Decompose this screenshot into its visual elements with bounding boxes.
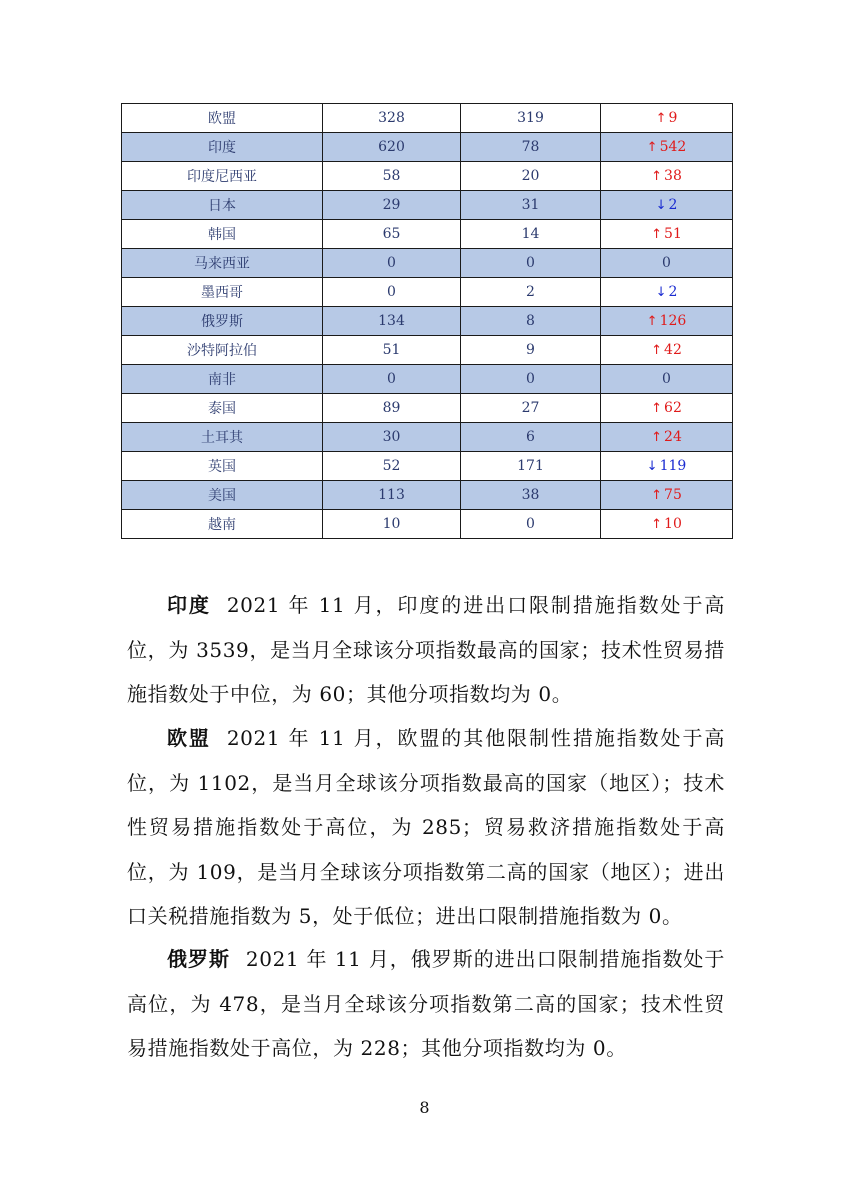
change-value: 0: [662, 371, 671, 387]
change-value: 0: [662, 255, 671, 271]
change-cell: [601, 249, 733, 278]
change-cell: [601, 394, 733, 423]
value-cell-a: 29: [323, 191, 461, 220]
arrow-up-icon: ↑: [651, 401, 663, 416]
country-cell: 韩国: [122, 220, 323, 249]
change-cell: [601, 423, 733, 452]
table-row: [122, 394, 733, 423]
change-value: 10: [664, 516, 682, 532]
change-value: 2: [668, 284, 678, 300]
change-value: 62: [664, 400, 682, 416]
value-cell-b: 0: [461, 249, 601, 278]
change-cell: [601, 104, 733, 133]
change-cell: [601, 162, 733, 191]
value-cell-b: 0: [461, 510, 601, 539]
value-cell-b: 31: [461, 191, 601, 220]
country-cell: 泰国: [122, 394, 323, 423]
country-cell: 沙特阿拉伯: [122, 336, 323, 365]
value-cell-b: 171: [461, 452, 601, 481]
paragraph-india: [127, 583, 725, 717]
arrow-up-icon: ↑: [646, 140, 658, 155]
paragraph-text: 2021 年 11 月，欧盟的其他限制性措施指数处于高位，为 1102，是当月全球该分项指数最高的国家（地区）；技术性贸易措施指数处于高位，为 285；贸易救济措施指数处于高位，为 109，是当月全球该分项指数第二高的国家（地区）；进出口关税措施指数为 5，处于低位；进出口限制措施指数为 0。: [127, 726, 725, 928]
change-cell: [601, 336, 733, 365]
value-cell-a: 620: [323, 133, 461, 162]
table-row: [122, 249, 733, 278]
change-value: 542: [659, 139, 687, 155]
paragraph-text: 2021 年 11 月，印度的进出口限制措施指数处于高位，为 3539，是当月全球该分项指数最高的国家；技术性贸易措施指数处于中位，为 60；其他分项指数均为 0。: [127, 593, 725, 706]
country-cell: 南非: [122, 365, 323, 394]
country-cell: 日本: [122, 191, 323, 220]
paragraph-russia: [127, 937, 725, 1071]
arrow-up-icon: ↑: [646, 314, 658, 329]
country-cell: 越南: [122, 510, 323, 539]
value-cell-b: 14: [461, 220, 601, 249]
value-cell-b: 27: [461, 394, 601, 423]
table-row: [122, 278, 733, 307]
change-cell: [601, 481, 733, 510]
value-cell-a: 65: [323, 220, 461, 249]
value-cell-a: 52: [323, 452, 461, 481]
value-cell-b: 0: [461, 365, 601, 394]
paragraph-lead: 印度: [167, 593, 211, 617]
arrow-up-icon: ↑: [655, 111, 667, 126]
change-cell: [601, 220, 733, 249]
arrow-up-icon: ↑: [651, 517, 663, 532]
paragraph-lead: 欧盟: [167, 726, 211, 750]
value-cell-b: 8: [461, 307, 601, 336]
country-cell: 马来西亚: [122, 249, 323, 278]
value-cell-a: 10: [323, 510, 461, 539]
country-cell: 俄罗斯: [122, 307, 323, 336]
change-value: 51: [664, 226, 682, 242]
country-cell: 土耳其: [122, 423, 323, 452]
value-cell-a: 0: [323, 249, 461, 278]
change-cell: [601, 133, 733, 162]
country-cell: 墨西哥: [122, 278, 323, 307]
value-cell-b: 6: [461, 423, 601, 452]
table-row: [122, 133, 733, 162]
paragraph-lead: 俄罗斯: [167, 947, 230, 971]
change-value: 75: [664, 487, 682, 503]
change-cell: [601, 191, 733, 220]
country-cell: 美国: [122, 481, 323, 510]
arrow-down-icon: ↓: [655, 285, 667, 300]
change-value: 38: [664, 168, 682, 184]
page-number: 8: [419, 1098, 430, 1117]
change-cell: [601, 278, 733, 307]
change-value: 126: [659, 313, 687, 329]
change-cell: [601, 365, 733, 394]
country-index-table: [121, 103, 733, 539]
table-body: [122, 104, 733, 539]
value-cell-b: 2: [461, 278, 601, 307]
arrow-up-icon: ↑: [651, 430, 663, 445]
value-cell-a: 134: [323, 307, 461, 336]
table-row: [122, 191, 733, 220]
change-value: 2: [668, 197, 678, 213]
arrow-up-icon: ↑: [651, 227, 663, 242]
country-cell: 印度: [122, 133, 323, 162]
table-row: [122, 220, 733, 249]
change-value: 119: [659, 458, 687, 474]
table-row: [122, 423, 733, 452]
value-cell-b: 319: [461, 104, 601, 133]
country-cell: 英国: [122, 452, 323, 481]
value-cell-a: 89: [323, 394, 461, 423]
value-cell-b: 20: [461, 162, 601, 191]
value-cell-a: 0: [323, 278, 461, 307]
arrow-up-icon: ↑: [651, 488, 663, 503]
change-cell: [601, 452, 733, 481]
table-row: [122, 365, 733, 394]
value-cell-a: 113: [323, 481, 461, 510]
value-cell-a: 328: [323, 104, 461, 133]
change-cell: [601, 510, 733, 539]
change-value: 24: [664, 429, 682, 445]
change-value: 42: [664, 342, 682, 358]
value-cell-b: 38: [461, 481, 601, 510]
table-row: [122, 104, 733, 133]
value-cell-a: 58: [323, 162, 461, 191]
value-cell-b: 78: [461, 133, 601, 162]
country-cell: 欧盟: [122, 104, 323, 133]
arrow-up-icon: ↑: [651, 343, 663, 358]
paragraph-eu: [127, 716, 725, 939]
value-cell-a: 0: [323, 365, 461, 394]
table-row: [122, 481, 733, 510]
value-cell-b: 9: [461, 336, 601, 365]
table-row: [122, 307, 733, 336]
change-cell: [601, 307, 733, 336]
arrow-down-icon: ↓: [655, 198, 667, 213]
paragraph-text: 2021 年 11 月，俄罗斯的进出口限制措施指数处于高位，为 478，是当月全球该分项指数第二高的国家；技术性贸易措施指数处于高位，为 228；其他分项指数均为 0。: [127, 947, 725, 1060]
country-cell: 印度尼西亚: [122, 162, 323, 191]
table-row: [122, 510, 733, 539]
arrow-up-icon: ↑: [651, 169, 663, 184]
change-value: 9: [668, 110, 678, 126]
value-cell-a: 30: [323, 423, 461, 452]
arrow-down-icon: ↓: [646, 459, 658, 474]
value-cell-a: 51: [323, 336, 461, 365]
table-row: [122, 452, 733, 481]
table-row: [122, 336, 733, 365]
table-row: [122, 162, 733, 191]
